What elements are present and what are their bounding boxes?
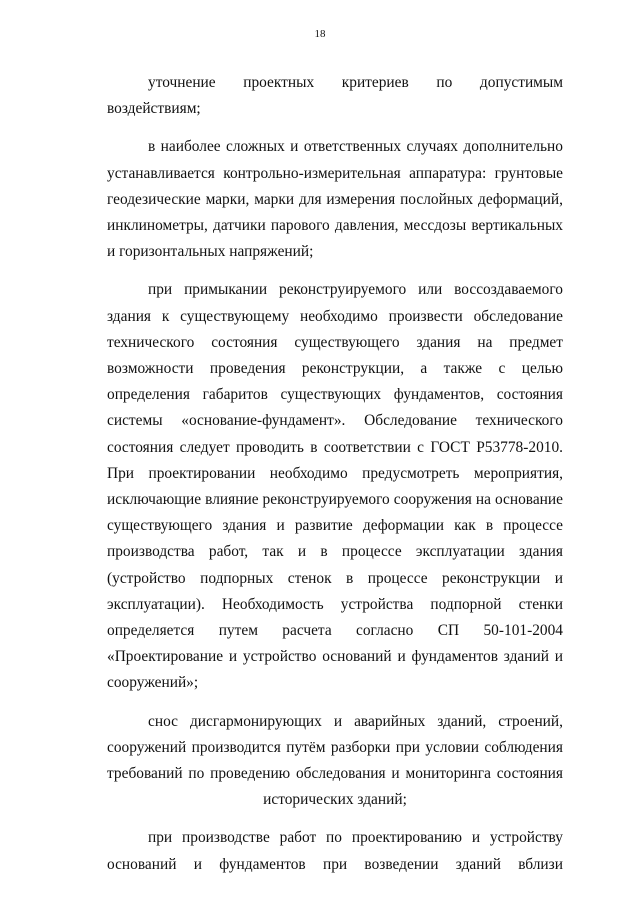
paragraph-adjacent-building-survey: при примыкании реконструируемого или воссоздаваемого здания к существующему необходимо произвести обследование технического состояния существующего здания на предмет возможности проведения реконструкции, а также с целью определения габаритов существующих фундаментов, состояния системы «основание-фундамент». Обследование технического состояния следует проводить в соответствии с ГОСТ Р53778-2010. При проектировании необходимо предусмотреть мероприятия, исключающие влияние реконструируемого сооружения на основание существующего здания и развитие деформации как в процессе производства работ, так и в процессе эксплуатации здания (устройство подпорных стенок в процессе реконструкции и эксплуатации). Необходимость устройства подпорной стенки определяется путем расчета согласно СП 50-101-2004 «Проектирование и устройство оснований и фундаментов зданий и сооружений»; (107, 281, 563, 692)
paragraph-design-criteria: уточнение проектных критериев по допустимым воздействиям; (107, 74, 563, 118)
page-number: 18 (314, 28, 326, 40)
document-body (107, 70, 563, 890)
paragraph-demolition: снос дисгармонирующих и аварийных зданий, строений, сооружений производится путём разборки при условии соблюдения требований по проведению обследования и мониторинга состояния исторических зданий; (107, 712, 563, 809)
paragraph-foundation-works: при производстве работ по проектированию и устройству оснований и фундаментов при возведении зданий вблизи (107, 829, 563, 873)
paragraph-monitoring-equipment: в наиболее сложных и ответственных случаях дополнительно устанавливается контрольно-измерительная аппаратура: грунтовые геодезические марки, марки для измерения послойных деформаций, инклинометры, датчики парового давления, мессдозы вертикальных и горизонтальных напряжений; (107, 138, 563, 261)
